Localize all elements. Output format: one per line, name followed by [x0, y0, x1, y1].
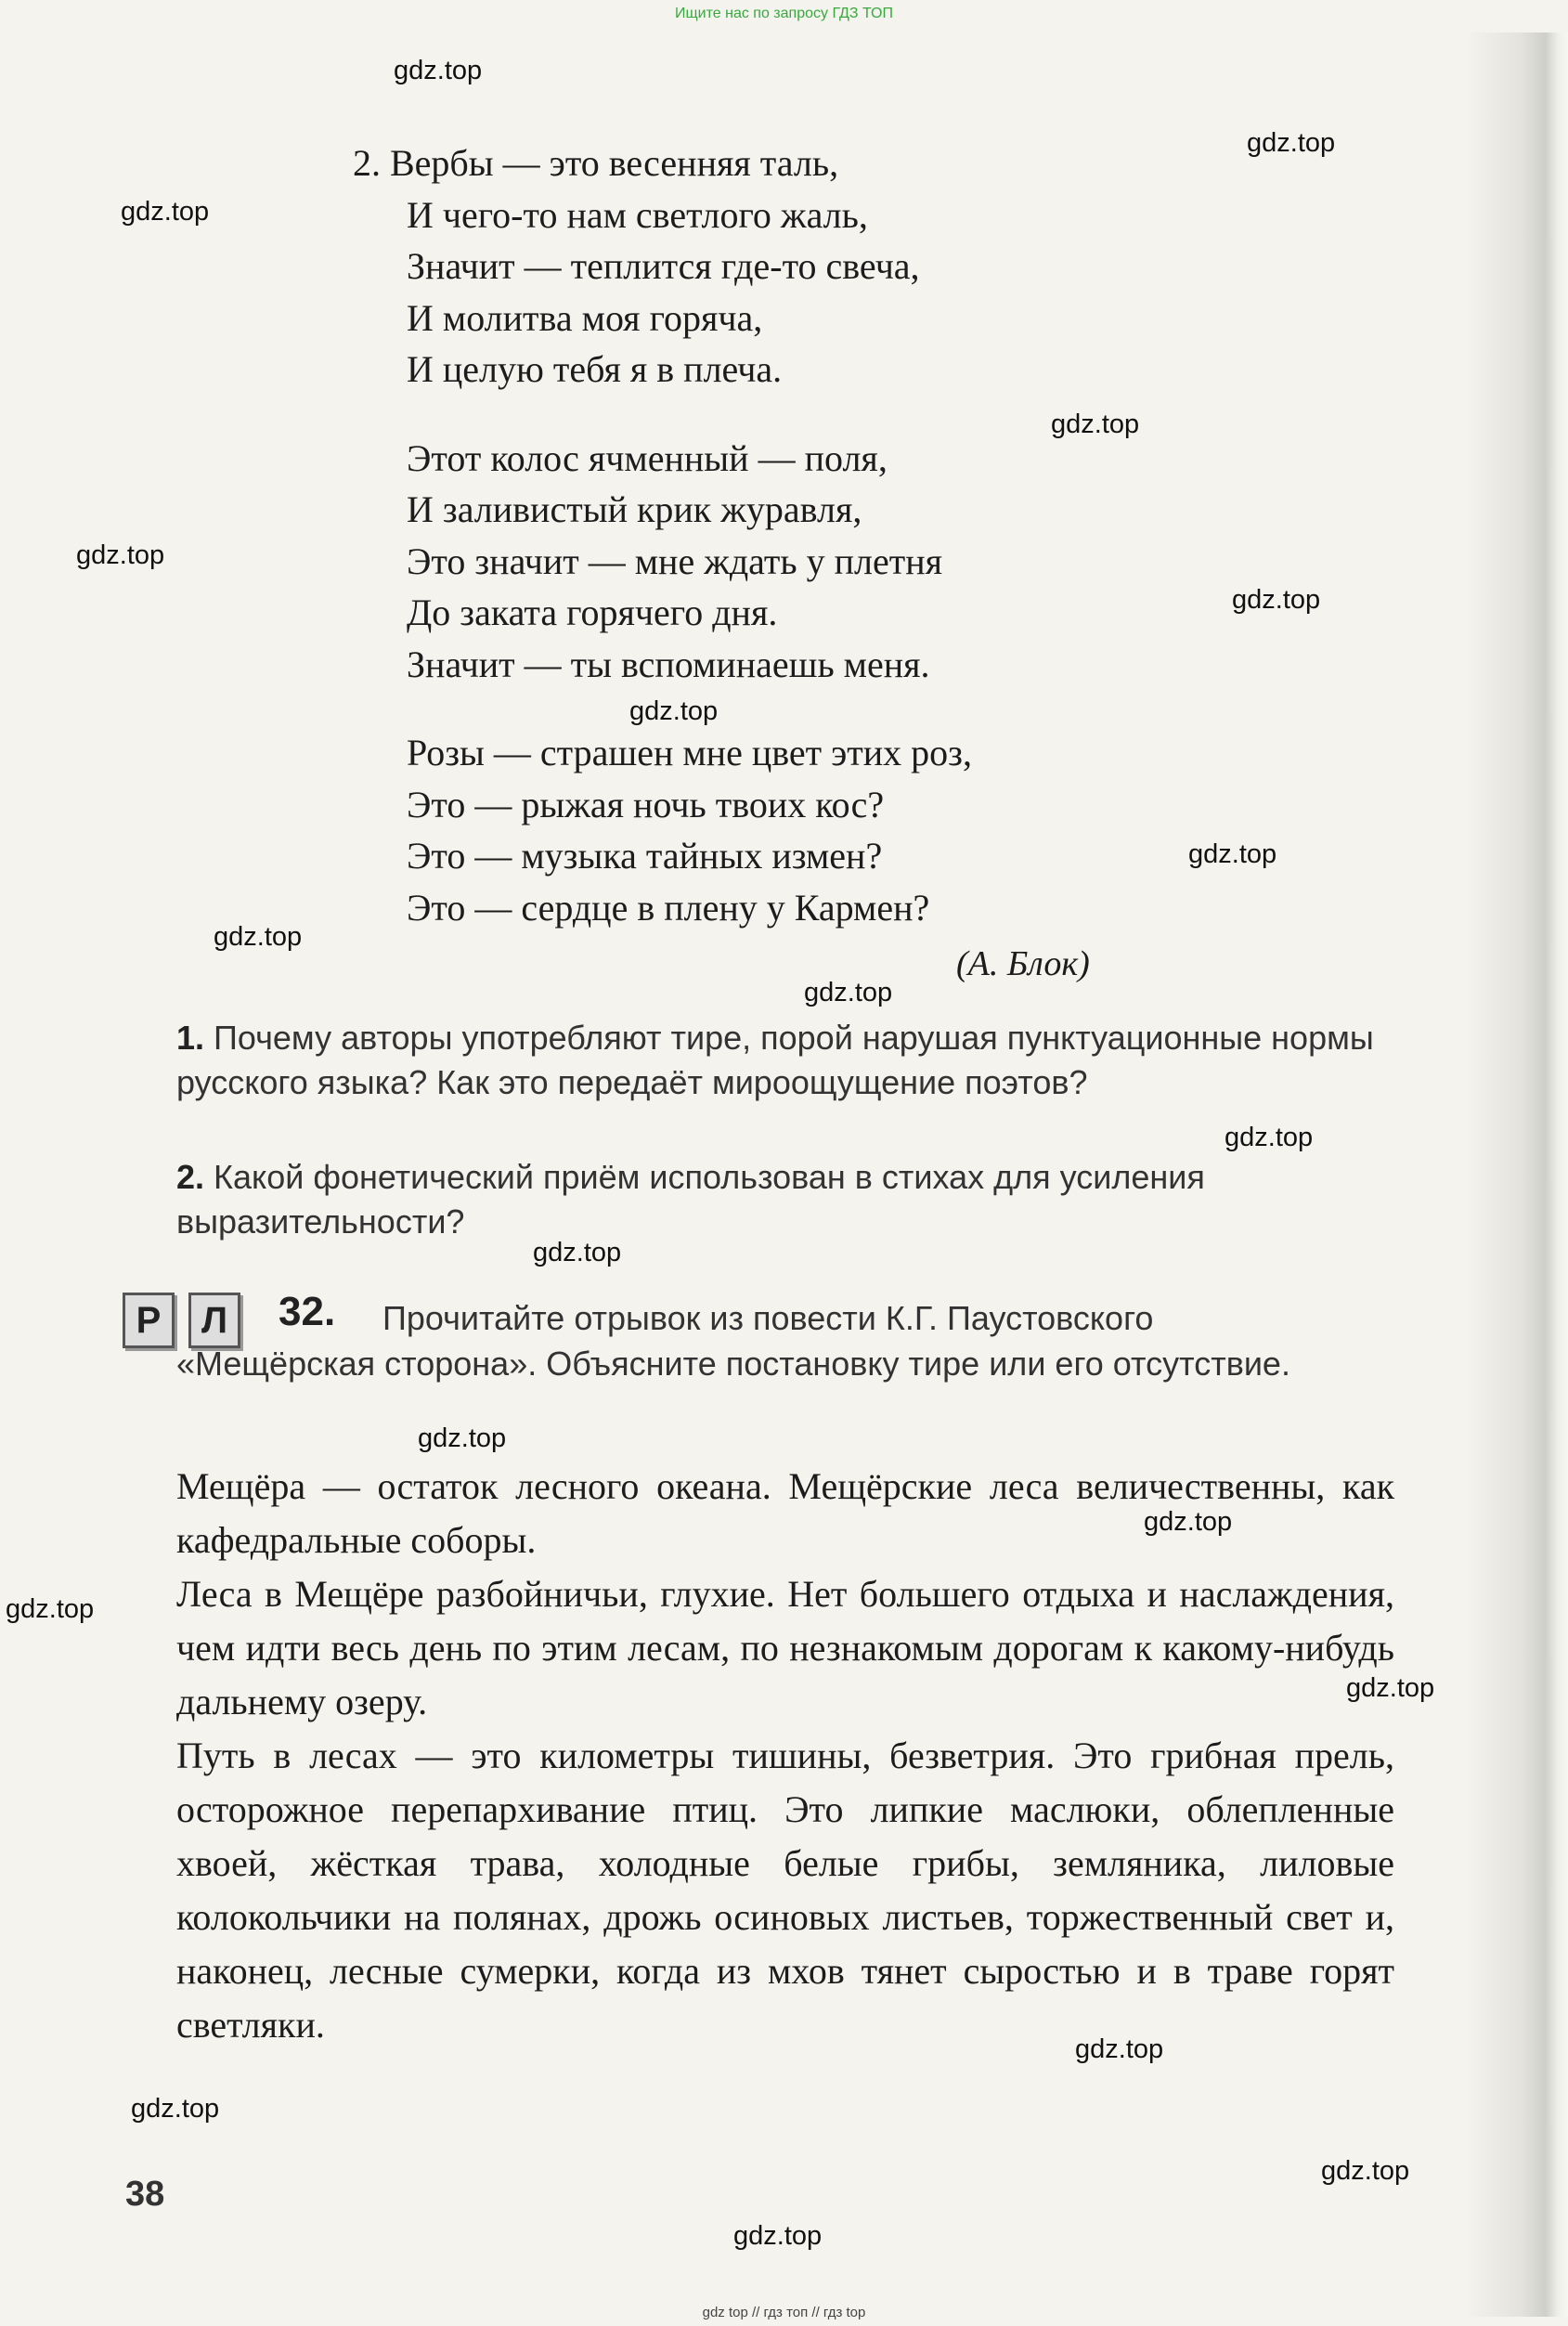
watermark: gdz.top	[804, 978, 893, 1007]
poem-line: Значит — ты вспоминаешь меня.	[407, 643, 930, 685]
question-2	[176, 1155, 1393, 1244]
speech-badge-r: Р	[123, 1293, 175, 1348]
watermark: gdz.top	[1232, 585, 1321, 615]
poem-line: И целую тебя я в плеча.	[407, 348, 783, 390]
watermark: gdz.top	[1247, 128, 1336, 158]
poem-line: Значит — теплится где-то свеча,	[407, 245, 920, 287]
watermark: gdz.top	[1225, 1123, 1314, 1152]
watermark: gdz.top	[418, 1423, 507, 1453]
task-number: 32.	[279, 1289, 336, 1334]
poem-line: Этот колос ячменный — поля,	[407, 436, 888, 479]
question-text: Почему авторы употребляют тире, порой нарушая пунктуационные нормы русского языка? Как это передаёт мироощущение поэтов?	[176, 1019, 1374, 1101]
page-edge-shadow	[1466, 32, 1568, 2317]
task-text-first: Прочитайте отрывок из повести К.Г. Паустовского	[382, 1299, 1154, 1337]
watermark: gdz.top	[121, 197, 210, 227]
poem-line: И молитва моя горяча,	[407, 296, 763, 339]
speech-badge-l: Л	[188, 1293, 240, 1348]
poem-line: Это — сердце в плену у Кармен?	[407, 886, 930, 929]
watermark: gdz.top	[1321, 2156, 1410, 2186]
question-number: 1.	[176, 1019, 205, 1057]
watermark: gdz.top	[1051, 409, 1140, 439]
watermark: gdz.top	[214, 922, 303, 952]
page-number: 38	[125, 2175, 165, 2214]
question-number: 2.	[176, 1158, 205, 1196]
question-text: Какой фонетический приём использован в стихах для усиления выразительности?	[176, 1158, 1205, 1241]
poem-author: (А. Блок)	[956, 944, 1090, 983]
watermark: gdz.top	[1144, 1507, 1233, 1537]
task-text-rest: «Мещёрская сторона». Объясните постановку тире или его отсутствие.	[176, 1345, 1290, 1383]
prose-paragraph: Леса в Мещёре разбойничьи, глухие. Нет большего отдыха и наслаждения, чем идти весь день по этим лесам, по незнакомым дорогам к какому-нибудь дальнему озеру.	[176, 1573, 1394, 1722]
prose-paragraph: Путь в лесах — это километры тишины, безветрия. Это грибная прель, осторожное перепархивание птиц. Это липкие маслюки, облепленные хвоей, жёсткая трава, холодные белые грибы, земляника, лиловые колокольчики на полянах, дрожь осиновых листьев, торжественный свет и, наконец, лесные сумерки, когда из мхов тянет сыростью и в траве горят светляки.	[176, 1735, 1394, 2046]
watermark: gdz.top	[6, 1594, 95, 1624]
watermark: gdz.top	[629, 696, 719, 726]
watermark: gdz.top	[1075, 2034, 1164, 2064]
poem-line: 2. Вербы — это весенняя таль,	[353, 142, 839, 184]
poem-line: До заката горячего дня.	[407, 591, 778, 633]
poem-line: Розы — страшен мне цвет этих роз,	[407, 732, 972, 773]
poem	[353, 137, 972, 933]
prose-paragraph: Мещёра — остаток лесного океана. Мещёрские леса величественны, как кафедральные соборы.	[176, 1465, 1394, 1561]
watermark: gdz.top	[533, 1238, 622, 1267]
prose-excerpt	[176, 1460, 1394, 2052]
watermark: gdz.top	[131, 2094, 220, 2124]
watermark: gdz.top	[76, 540, 165, 570]
poem-line: Это — рыжая ночь твоих кос?	[407, 783, 885, 825]
header-note: Ищите нас по запросу ГДЗ ТОП	[675, 6, 893, 21]
question-1	[176, 1016, 1393, 1105]
watermark: gdz.top	[733, 2221, 823, 2251]
watermark: gdz.top	[1346, 1673, 1435, 1703]
poem-line: И чего-то нам светлого жаль,	[407, 193, 868, 236]
poem-line: Это — музыка тайных измен?	[407, 835, 883, 877]
poem-line: И заливистый крик журавля,	[407, 488, 862, 530]
watermark: gdz.top	[394, 56, 483, 85]
watermark: gdz.top	[1188, 839, 1277, 869]
poem-line: Это значит — мне ждать у плетня	[407, 539, 943, 582]
footer-note: gdz top // гдз топ // гдз top	[702, 2305, 866, 2320]
